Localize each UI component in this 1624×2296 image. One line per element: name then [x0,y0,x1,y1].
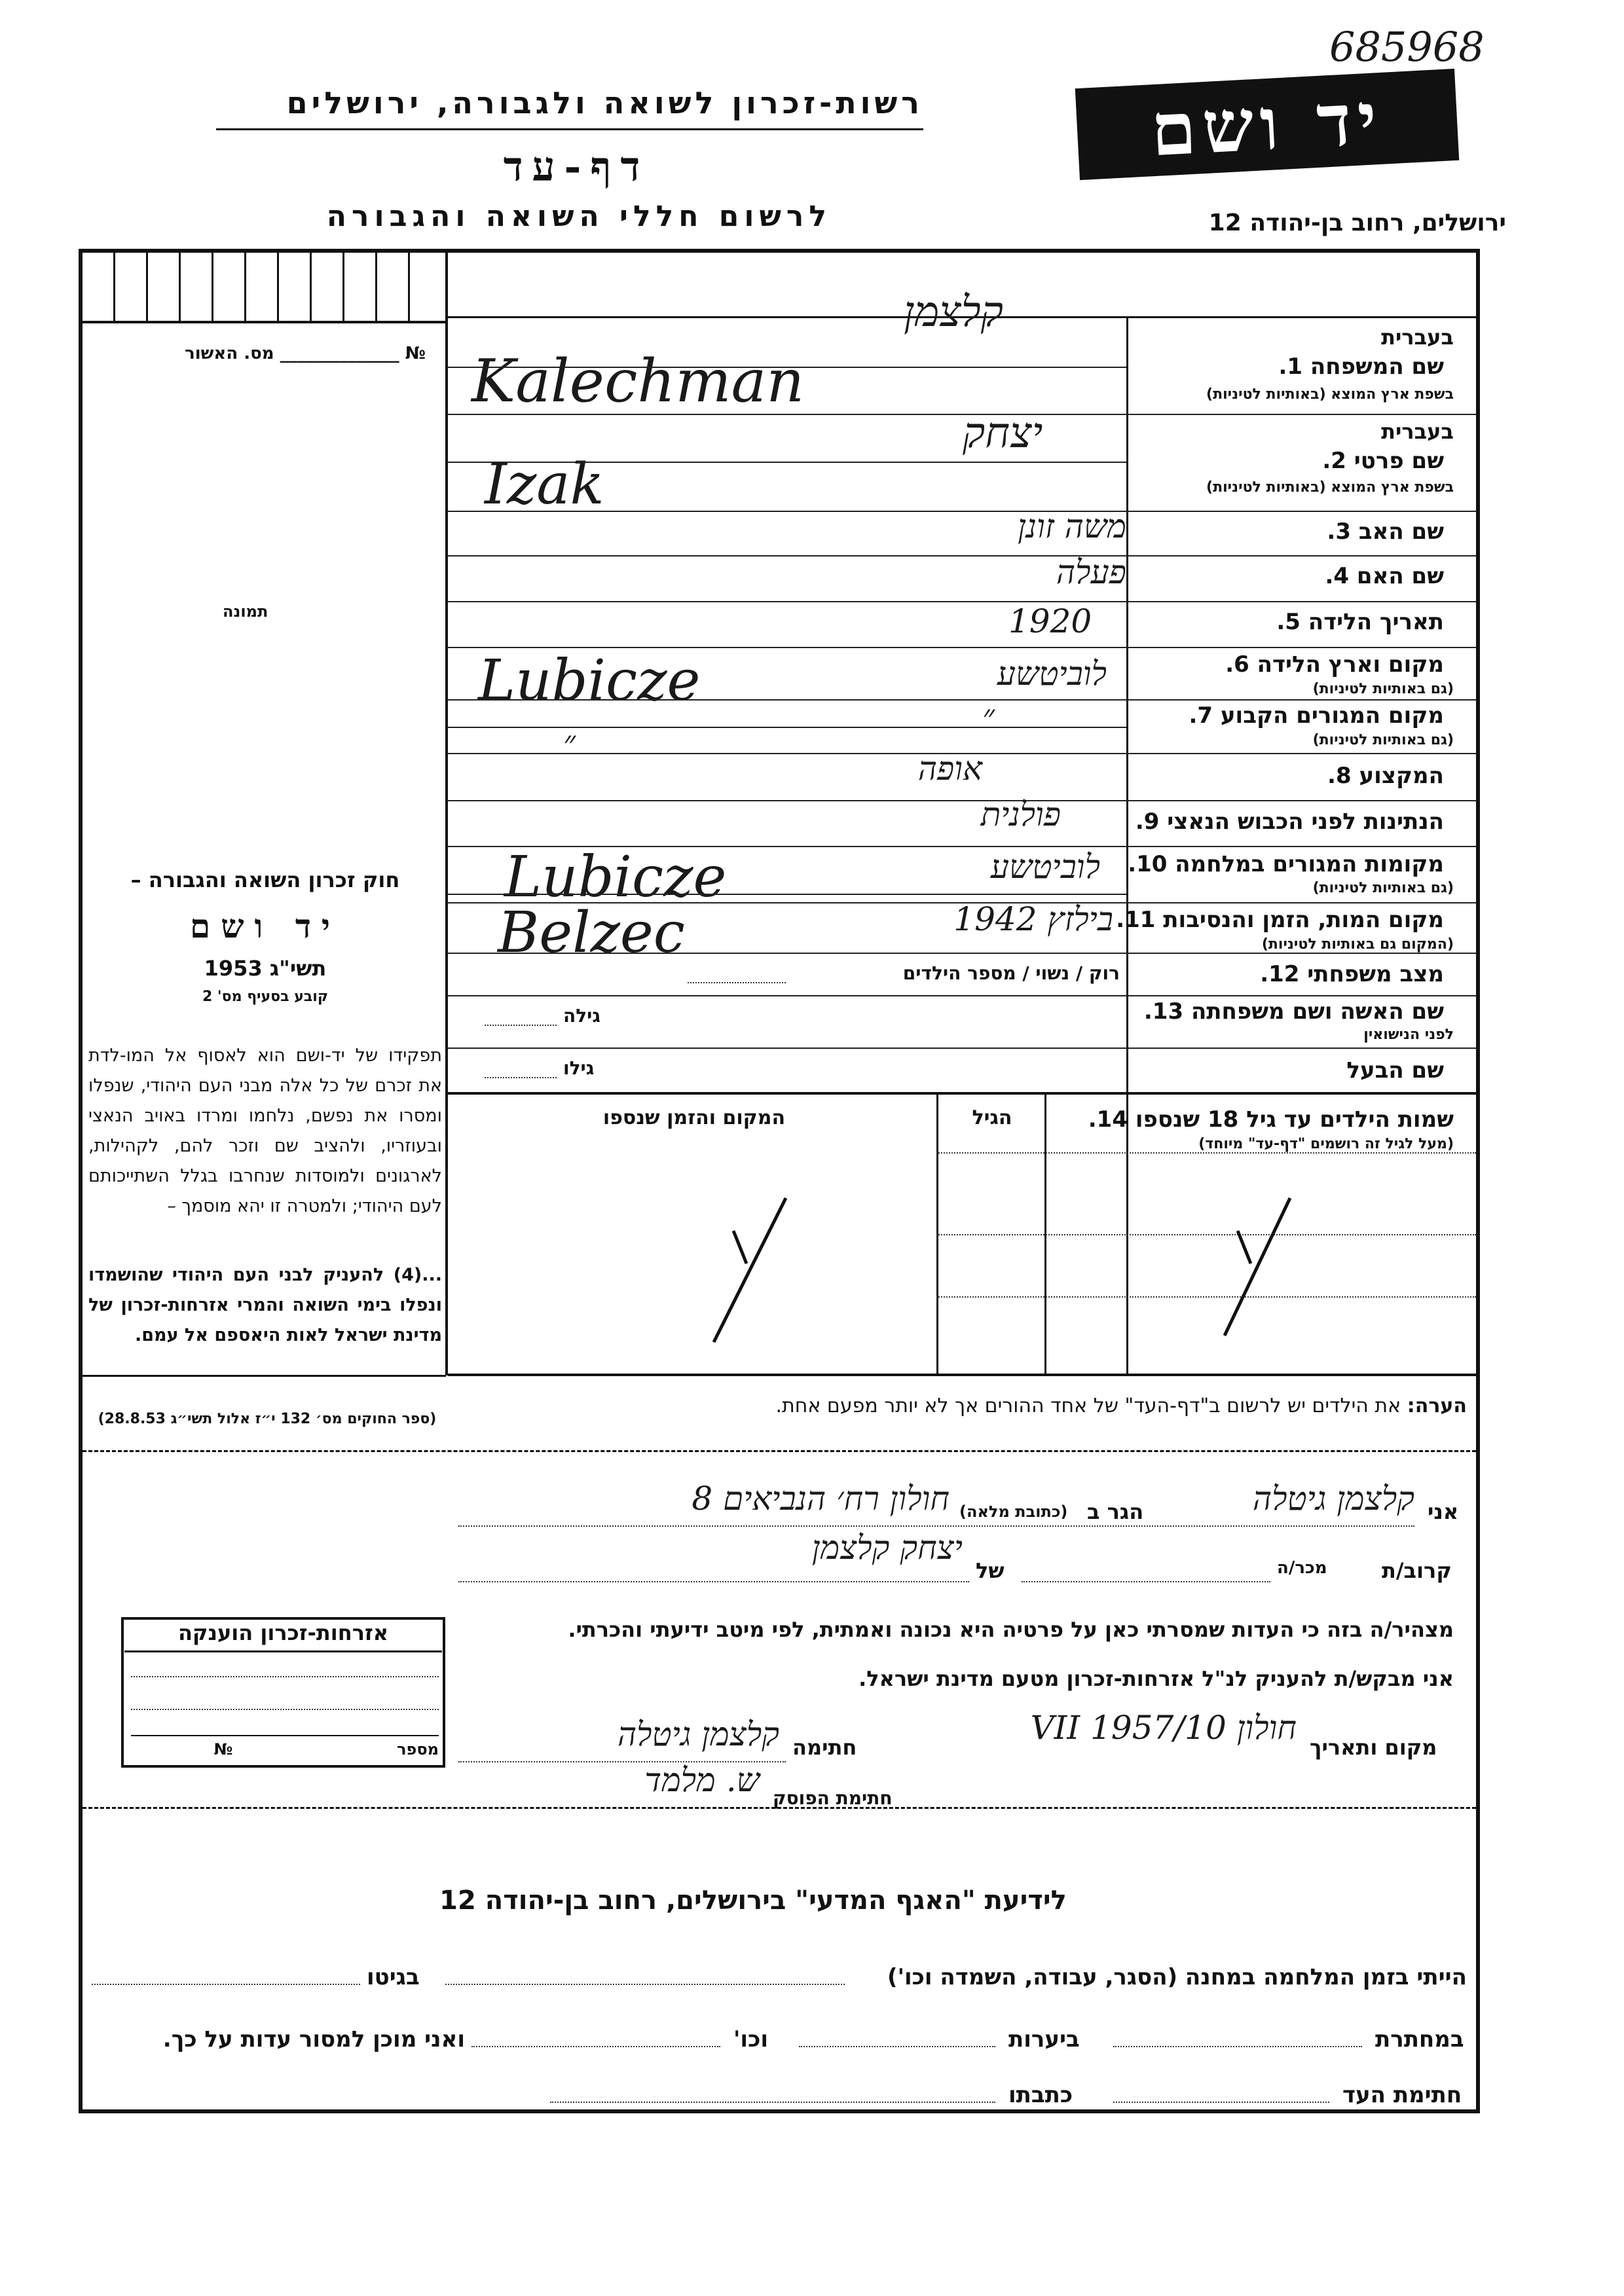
decl-signature-value[interactable]: קלצמן גיטלה [617,1715,779,1753]
footer-line1-end: בגיטו [367,1964,420,1990]
husband-age-field[interactable] [485,1077,557,1078]
law-text-purpose: תפקידו של יד-ושם הוא לאסוף אל המו-לדת את זכרם של כל אלה מבני העם היהודי, שנפלו ומסרו את נפשם, נלחמו ומרדו באויב הנאצי ובעוזריו, ולהציב שם וזכר להם, לקהילות, לארגונים ולמוסדות שנחרבו בגלל השתייכותם לעם היהודי; ולמטרה זו יהא מוסמך – [88,1046,442,1216]
field-1-label: שם המשפחה 1. [1278,354,1444,380]
field-11-value-hebrew[interactable]: בילזץ 1942 [953,900,1113,938]
field-3-label: שם האב 3. [1327,519,1444,545]
children-strike-left [688,1192,819,1362]
official-signature-value[interactable]: ש. מלמד [644,1761,760,1799]
wife-age-label: גילה [563,1005,600,1027]
footer-witness-label: חתימת העד [1342,2082,1462,2108]
field-1-sub: בשפת ארץ המוצא (באותיות לטיניות) [1206,386,1454,403]
reference-number-grid [83,253,446,321]
footer-underground-field[interactable] [1113,2046,1362,2047]
authority-underline [216,128,923,130]
photo-label: תמונה [223,602,268,621]
law-name: יד ושם [190,907,341,945]
field-8-label: המקצוע 8. [1327,763,1444,789]
law-reference: (ספר החוקים מס׳ 132 י״ז אלול תשי״ג 28.8.53) [98,1411,437,1427]
field-1-hebrew-tag: בעברית [1381,325,1454,350]
institution-address: ירושלים, רחוב בן-יהודה 12 [1208,210,1506,236]
footer-camp-field[interactable] [445,1984,845,1985]
field-14-sub: (מעל לגיל זה רושמים "דף-עד" מיוחד) [1198,1136,1454,1152]
field-1-value-latin[interactable]: Kalechman [471,347,805,416]
law-clause: קובע בסעיף מס' 2 [202,989,329,1005]
field-2-hebrew-tag: בעברית [1381,419,1454,444]
footer-witness-signature-field[interactable] [1113,2102,1329,2103]
law-title: חוק זכרון השואה והגבורה – [130,867,400,892]
footer-line2-mid: ביערות [1008,2026,1080,2052]
form-title: דף-עד [503,143,650,191]
yad-vashem-logo: יד ושם [1075,69,1460,180]
decl-request: אני מבקש/ת להעניק לנ"ל אזרחות-זכרון מטעם מדינת ישראל. [858,1666,1454,1691]
approval-number-field[interactable]: № ______________ מס. האשור [185,344,426,363]
approval-no-mark: № [405,344,426,363]
official-signature-label: חתימת הפוסק [773,1787,893,1809]
field-4-label: שם האם 4. [1325,563,1444,589]
field-12-label: מצב משפחתי 12. [1260,961,1444,987]
note [458,1394,1467,1417]
footer-line2-etc: וכו' [733,2026,769,2052]
field-11-sub: (המקום גם באותיות לטיניות) [1261,936,1454,953]
children-age-header: הגיל [972,1106,1012,1129]
law-year: תשי"ג 1953 [204,956,327,981]
field-14-label: שמות הילדים עד גיל 18 שנספו 14. [1088,1106,1454,1133]
field-11-value-latin[interactable]: Belzec [498,900,685,966]
footer-ghetto-field[interactable] [92,1984,360,1985]
field-7-value-latin[interactable]: ״ [563,723,576,761]
children-place-header: המקום והזמן שנספו [602,1106,786,1129]
note-text: את הילדים יש לרשום ב"דף-העד" של אחד ההורים אך לא יותר מפעם אחת. [775,1394,1401,1417]
decl-of-value[interactable]: יצחק קלצמן [811,1529,963,1567]
footer-line2-start: במחתרת [1375,2026,1464,2052]
field-6-value-latin[interactable]: Lubicze [478,648,701,714]
wife-age-field[interactable] [485,1025,557,1026]
field-10-value-latin[interactable]: Lubicze [504,845,727,910]
footer-line1-label: הייתי בזמן המלחמה במחנה (הסגר, עבודה, השמדה וכו') [887,1964,1467,1990]
form-subtitle: לרשום חללי השואה והגבורה [326,200,832,233]
decl-of-label: של [976,1558,1005,1583]
field-12-value[interactable]: רוק / נשוי / מספר הילדים [902,962,1120,984]
field-7-label: מקום המגורים הקבוע 7. [1189,702,1444,729]
field-3-value[interactable]: משה זונן [1018,507,1126,545]
field-9-label: הנתינות לפני הכבוש הנאצי 9. [1135,809,1444,835]
footer-forests-field[interactable] [799,2046,995,2047]
husband-age-label: גילו [563,1057,595,1079]
field-2-value-latin[interactable]: Izak [485,452,604,517]
decl-i-label: אני [1428,1499,1459,1524]
decl-relative-label: קרוב/ת [1382,1558,1452,1583]
field-9-value[interactable]: פולנית [980,795,1061,833]
approval-label: מס. האשור [185,344,274,363]
issuing-authority: רשות-זכרון לשואה ולגבורה, ירושלים [286,85,923,120]
field-11-label: מקום המות, הזמן והנסיבות 11. [1116,907,1444,933]
field-13-label: שם האשה ושם משפחתה 13. [1143,998,1444,1025]
field-6-sub: (גם באותיות לטיניות) [1312,681,1454,697]
archive-number: 685968 [1329,23,1485,71]
law-text-citizenship: ...(4) להעניק לבני העם היהודי שהושמדו ונפלו בימי השואה והמרי אזרחות-זכרון של מדינת ישראל לאות היאספם אל עמם. [88,1265,442,1345]
children-strike-right [1192,1192,1323,1362]
field-5-value[interactable]: 1920 [1008,602,1092,640]
decl-name-value[interactable]: קלצמן גיטלה [1252,1480,1414,1518]
field-10-sub: (גם באותיות לטיניות) [1312,880,1454,896]
field-6-value-hebrew[interactable]: לוביטשע [997,655,1107,693]
citizenship-title: אזרחות-זכרון הוענקה [124,1620,442,1652]
field-2-sub: בשפת ארץ המוצא (באותיות לטיניות) [1206,479,1454,496]
decl-relative-kind: מכר/ה [1277,1558,1327,1578]
label-column-separator [1126,318,1128,1092]
field-2-label: שם פרטי 2. [1322,448,1444,474]
husband-label: שם הבעל [1346,1057,1444,1084]
field-4-value[interactable]: פעלה [1056,553,1126,591]
field-6-label: מקום וארץ הלידה 6. [1225,651,1444,678]
citizenship-number[interactable]: מספר № [131,1735,439,1758]
field-7-sub: (גם באותיות לטיניות) [1312,732,1454,748]
note-label: הערה: [1407,1394,1467,1417]
field-7-value-hebrew[interactable]: ״ [982,697,995,735]
field-10-label: מקומות המגורים במלחמה 10. [1128,851,1444,877]
decl-resident-sub: (כתובת מלאה) [959,1503,1068,1521]
decl-place-date-value[interactable]: חולון 10/VII 1957 [1030,1709,1297,1747]
decl-statement: מצהיר/ה בזה כי העדות שמסרתי כאן על פרטיה היא נכונה ואמתית, לפי מיטב ידיעתי והכרתי. [568,1617,1454,1642]
field-5-label: תאריך הלידה 5. [1276,609,1444,635]
footer-line2-end: ואני מוכן למסור עדות על כך. [162,2026,465,2052]
footer-address-label: כתבתו [1008,2082,1073,2108]
field-8-value[interactable]: אופה [917,750,982,788]
decl-resident-label: הגר ב [1087,1499,1144,1524]
decl-place-date-label: מקום ותאריך [1310,1735,1437,1760]
field-2-value-hebrew[interactable]: יצחק [963,409,1043,458]
footer-title: לידיעת "האגף המדעי" בירושלים, רחוב בן-יהודה 12 [439,1886,1067,1916]
decl-address-value[interactable]: חולון רח׳ הנביאים 8 [692,1480,950,1518]
decl-signature-label: חתימה [792,1735,857,1760]
field-13-sub: לפני הנישואין [1363,1027,1454,1043]
footer-address-field[interactable] [550,2102,995,2103]
field-10-value-hebrew[interactable]: לוביטשע [990,848,1100,886]
field-1-value-hebrew[interactable]: קלצמן [904,288,1003,337]
